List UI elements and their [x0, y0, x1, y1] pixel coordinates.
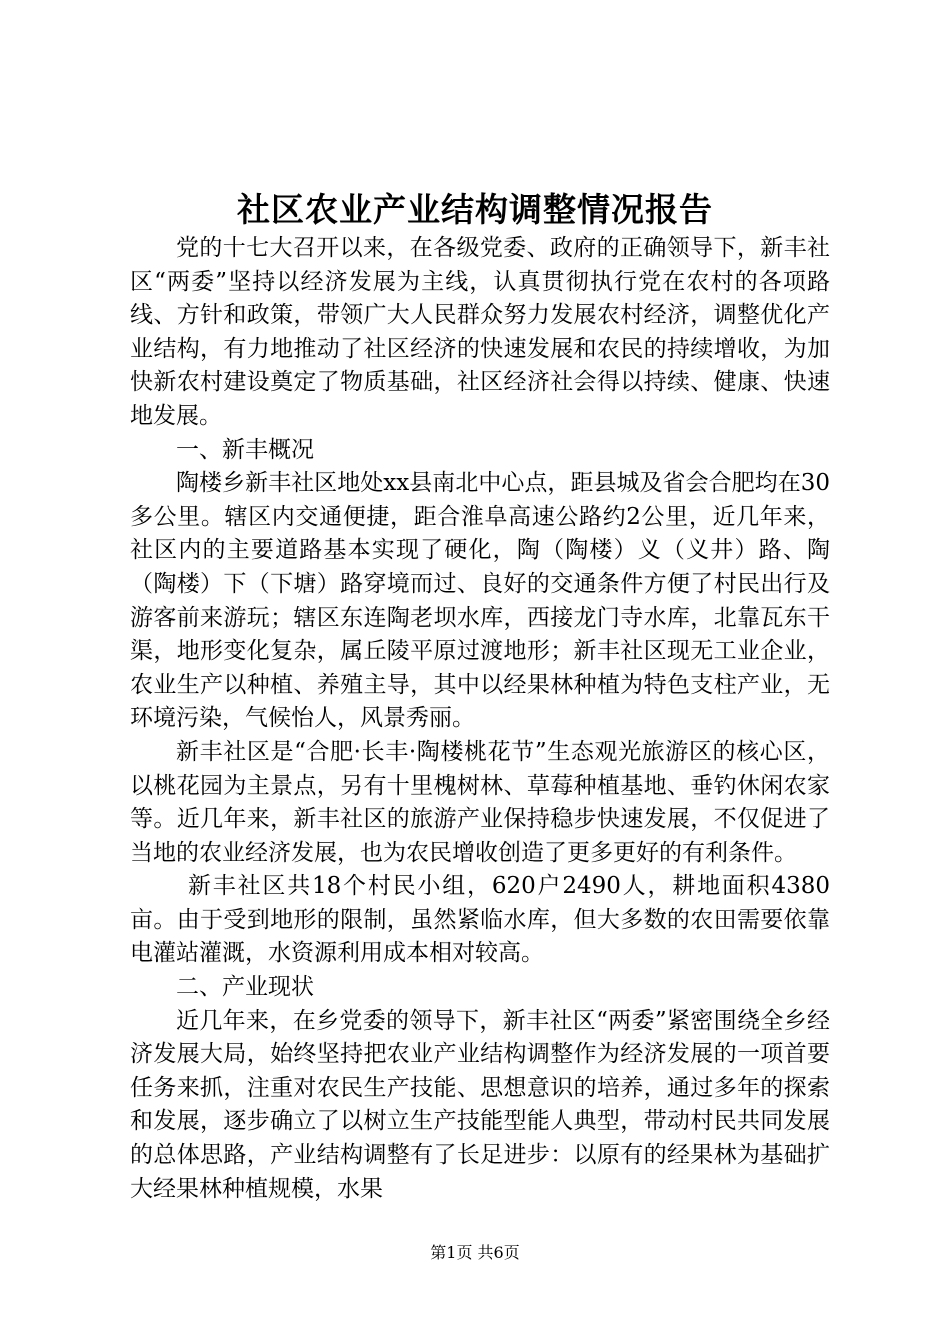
paragraph-industry: 近几年来，在乡党委的领导下，新丰社区“两委”紧密围绕全乡经济发展大局，始终坚持把农业产业结构调整作为经济发展的一项首要任务来抓，注重对农民生产技能、思想意识的培养，通过多年的探索和发展，逐步确立了以树立生产技能型能人典型，带动村民共同发展的总体思路，产业结构调整有了长足进步：以原有的经果林为基础扩大经果林种植规模，水果: [130, 1007, 830, 1202]
section-heading-overview: 一、新丰概况: [176, 436, 314, 463]
paragraph-intro: 党的十七大召开以来，在各级党委、政府的正确领导下，新丰社区“两委”坚持以经济发展为主线，认真贯彻执行党在农村的各项路线、方针和政策，带领广大人民群众努力发展农村经济，调整优化产业结构，有力地推动了社区经济的快速发展和农民的持续增收，为加快新农村建设奠定了物质基础，社区经济社会得以持续、健康、快速地发展。: [130, 235, 830, 429]
paragraph-tourism: 新丰社区是“合肥·长丰·陶楼桃花节”生态观光旅游区的核心区，以桃花园为主景点，另有十里槐树林、草莓种植基地、垂钓休闲农家等。近几年来，新丰社区的旅游产业保持稳步快速发展，不仅促进了当地的农业经济发展，也为农民增收创造了更多更好的有利条件。: [130, 738, 830, 866]
page-number: 第1页 共6页: [430, 1243, 520, 1262]
section-heading-status: 二、产业现状: [176, 974, 314, 1001]
paragraph-location: 陶楼乡新丰社区地处xx县南北中心点，距县城及省会合肥均在30多公里。辖区内交通便捷，距合淮阜高速公路约2公里，近几年来，社区内的主要道路基本实现了硬化，陶（陶楼）义（义井）路、陶（陶楼）下（下塘）路穿境而过、良好的交通条件方便了村民出行及游客前来游玩；辖区东连陶老坝水库，西接龙门寺水库，北靠瓦东干渠，地形变化复杂，属丘陵平原过渡地形；新丰社区现无工业企业，农业生产以种植、养殖主导，其中以经果林种植为特色支柱产业，无环境污染，气候怡人，风景秀丽。: [130, 470, 830, 732]
document-title: 社区农业产业结构调整情况报告: [237, 190, 713, 229]
paragraph-population: 新丰社区共18个村民小组，620户2490人，耕地面积4380亩。由于受到地形的限制，虽然紧临水库，但大多数的农田需要依靠电灌站灌溉，水资源利用成本相对较高。: [130, 873, 830, 967]
document-body: [130, 232, 830, 1206]
